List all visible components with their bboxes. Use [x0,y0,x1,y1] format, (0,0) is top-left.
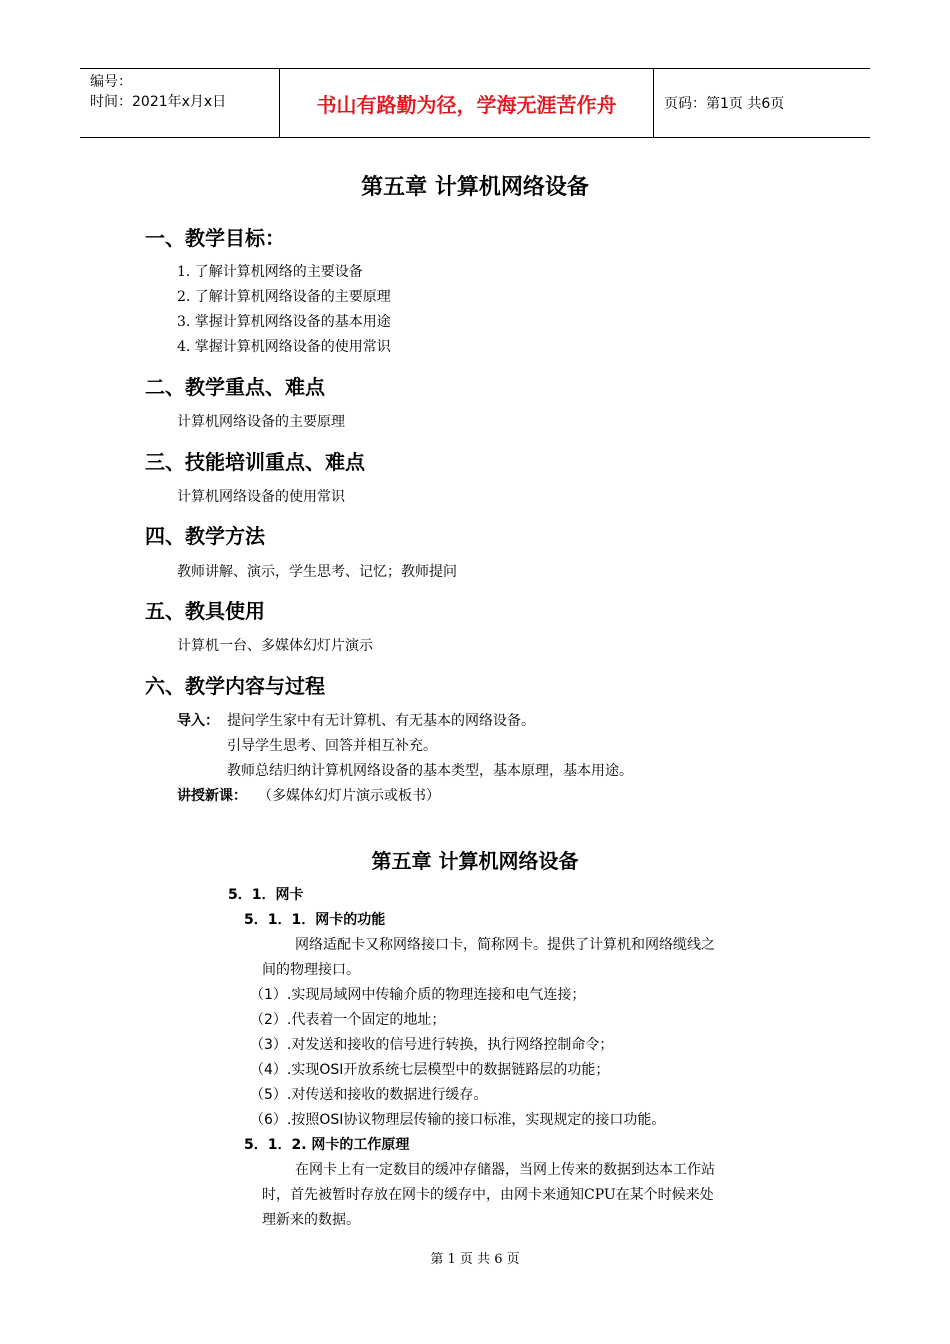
header-motto: 书山有路勤为径，学海无涯苦作舟 [280,69,654,137]
list-item: 3. 掌握计算机网络设备的基本用途 [177,314,391,330]
function-item: （3）.对发送和接收的信号进行转换，执行网络控制命令； [250,1037,614,1053]
section-heading-methods: 四、教学方法 [145,524,265,548]
intro-line: 提问学生家中有无计算机、有无基本的网络设备。 [227,713,535,729]
lecture-text: （多媒体幻灯片演示或板书） [258,788,440,804]
section-text: 计算机网络设备的主要原理 [177,414,345,430]
paragraph-line: 理新来的数据。 [262,1212,360,1228]
paragraph-line: 间的物理接口。 [262,962,360,978]
section-heading-skills: 三、技能培训重点、难点 [145,450,365,474]
intro-label: 导入： [177,713,219,729]
list-item: 2. 了解计算机网络设备的主要原理 [177,289,391,305]
paragraph-line: 时，首先被暂时存放在网卡的缓存中，由网卡来通知CPU在某个时候来处 [262,1187,714,1203]
lecture-label: 讲授新课： [177,788,247,804]
function-item: （4）.实现OSI开放系统七层模型中的数据链路层的功能； [250,1062,610,1078]
function-item: （2）.代表着一个固定的地址； [250,1012,446,1028]
header-time: 时间：2021年x月x日 [90,94,227,110]
paragraph-line: 网络适配卡又称网络接口卡，简称网卡。提供了计算机和网络缆线之 [295,937,715,953]
list-item: 4. 掌握计算机网络设备的使用常识 [177,339,391,355]
intro-line: 教师总结归纳计算机网络设备的基本类型，基本原理，基本用途。 [227,763,633,779]
section-heading-goals: 一、教学目标： [145,226,285,250]
subsection-heading: 5．1．网卡 [228,887,304,903]
section-text: 计算机一台、多媒体幻灯片演示 [177,638,373,654]
page-footer: 第 1 页 共 6 页 [430,1252,520,1267]
section-text: 计算机网络设备的使用常识 [177,489,345,505]
header-meta [80,69,280,137]
function-item: （1）.实现局域网中传输介质的物理连接和电气连接； [250,987,586,1003]
section-heading-tools: 五、教具使用 [145,599,265,623]
section-text: 教师讲解、演示，学生思考、记忆；教师提问 [177,564,457,580]
function-item: （5）.对传送和接收的数据进行缓存。 [250,1087,488,1103]
subsection-heading: 5．1．1．网卡的功能 [244,912,386,928]
intro-line: 引导学生思考、回答并相互补充。 [227,738,437,754]
header-number: 编号： [90,74,132,90]
section-heading-process: 六、教学内容与过程 [145,674,325,698]
function-item: （6）.按照OSI协议物理层传输的接口标准，实现规定的接口功能。 [250,1112,666,1128]
chapter-title: 第五章 计算机网络设备 [371,849,579,873]
header-page-info: 页码：第1页 共6页 [664,96,785,112]
main-title: 第五章 计算机网络设备 [361,175,589,200]
paragraph-line: 在网卡上有一定数目的缓冲存储器，当网上传来的数据到达本工作站 [295,1162,715,1178]
page-header [80,68,870,138]
section-heading-key-points: 二、教学重点、难点 [145,375,325,399]
subsection-heading: 5．1．2. 网卡的工作原理 [244,1137,410,1153]
list-item: 1. 了解计算机网络的主要设备 [177,264,363,280]
